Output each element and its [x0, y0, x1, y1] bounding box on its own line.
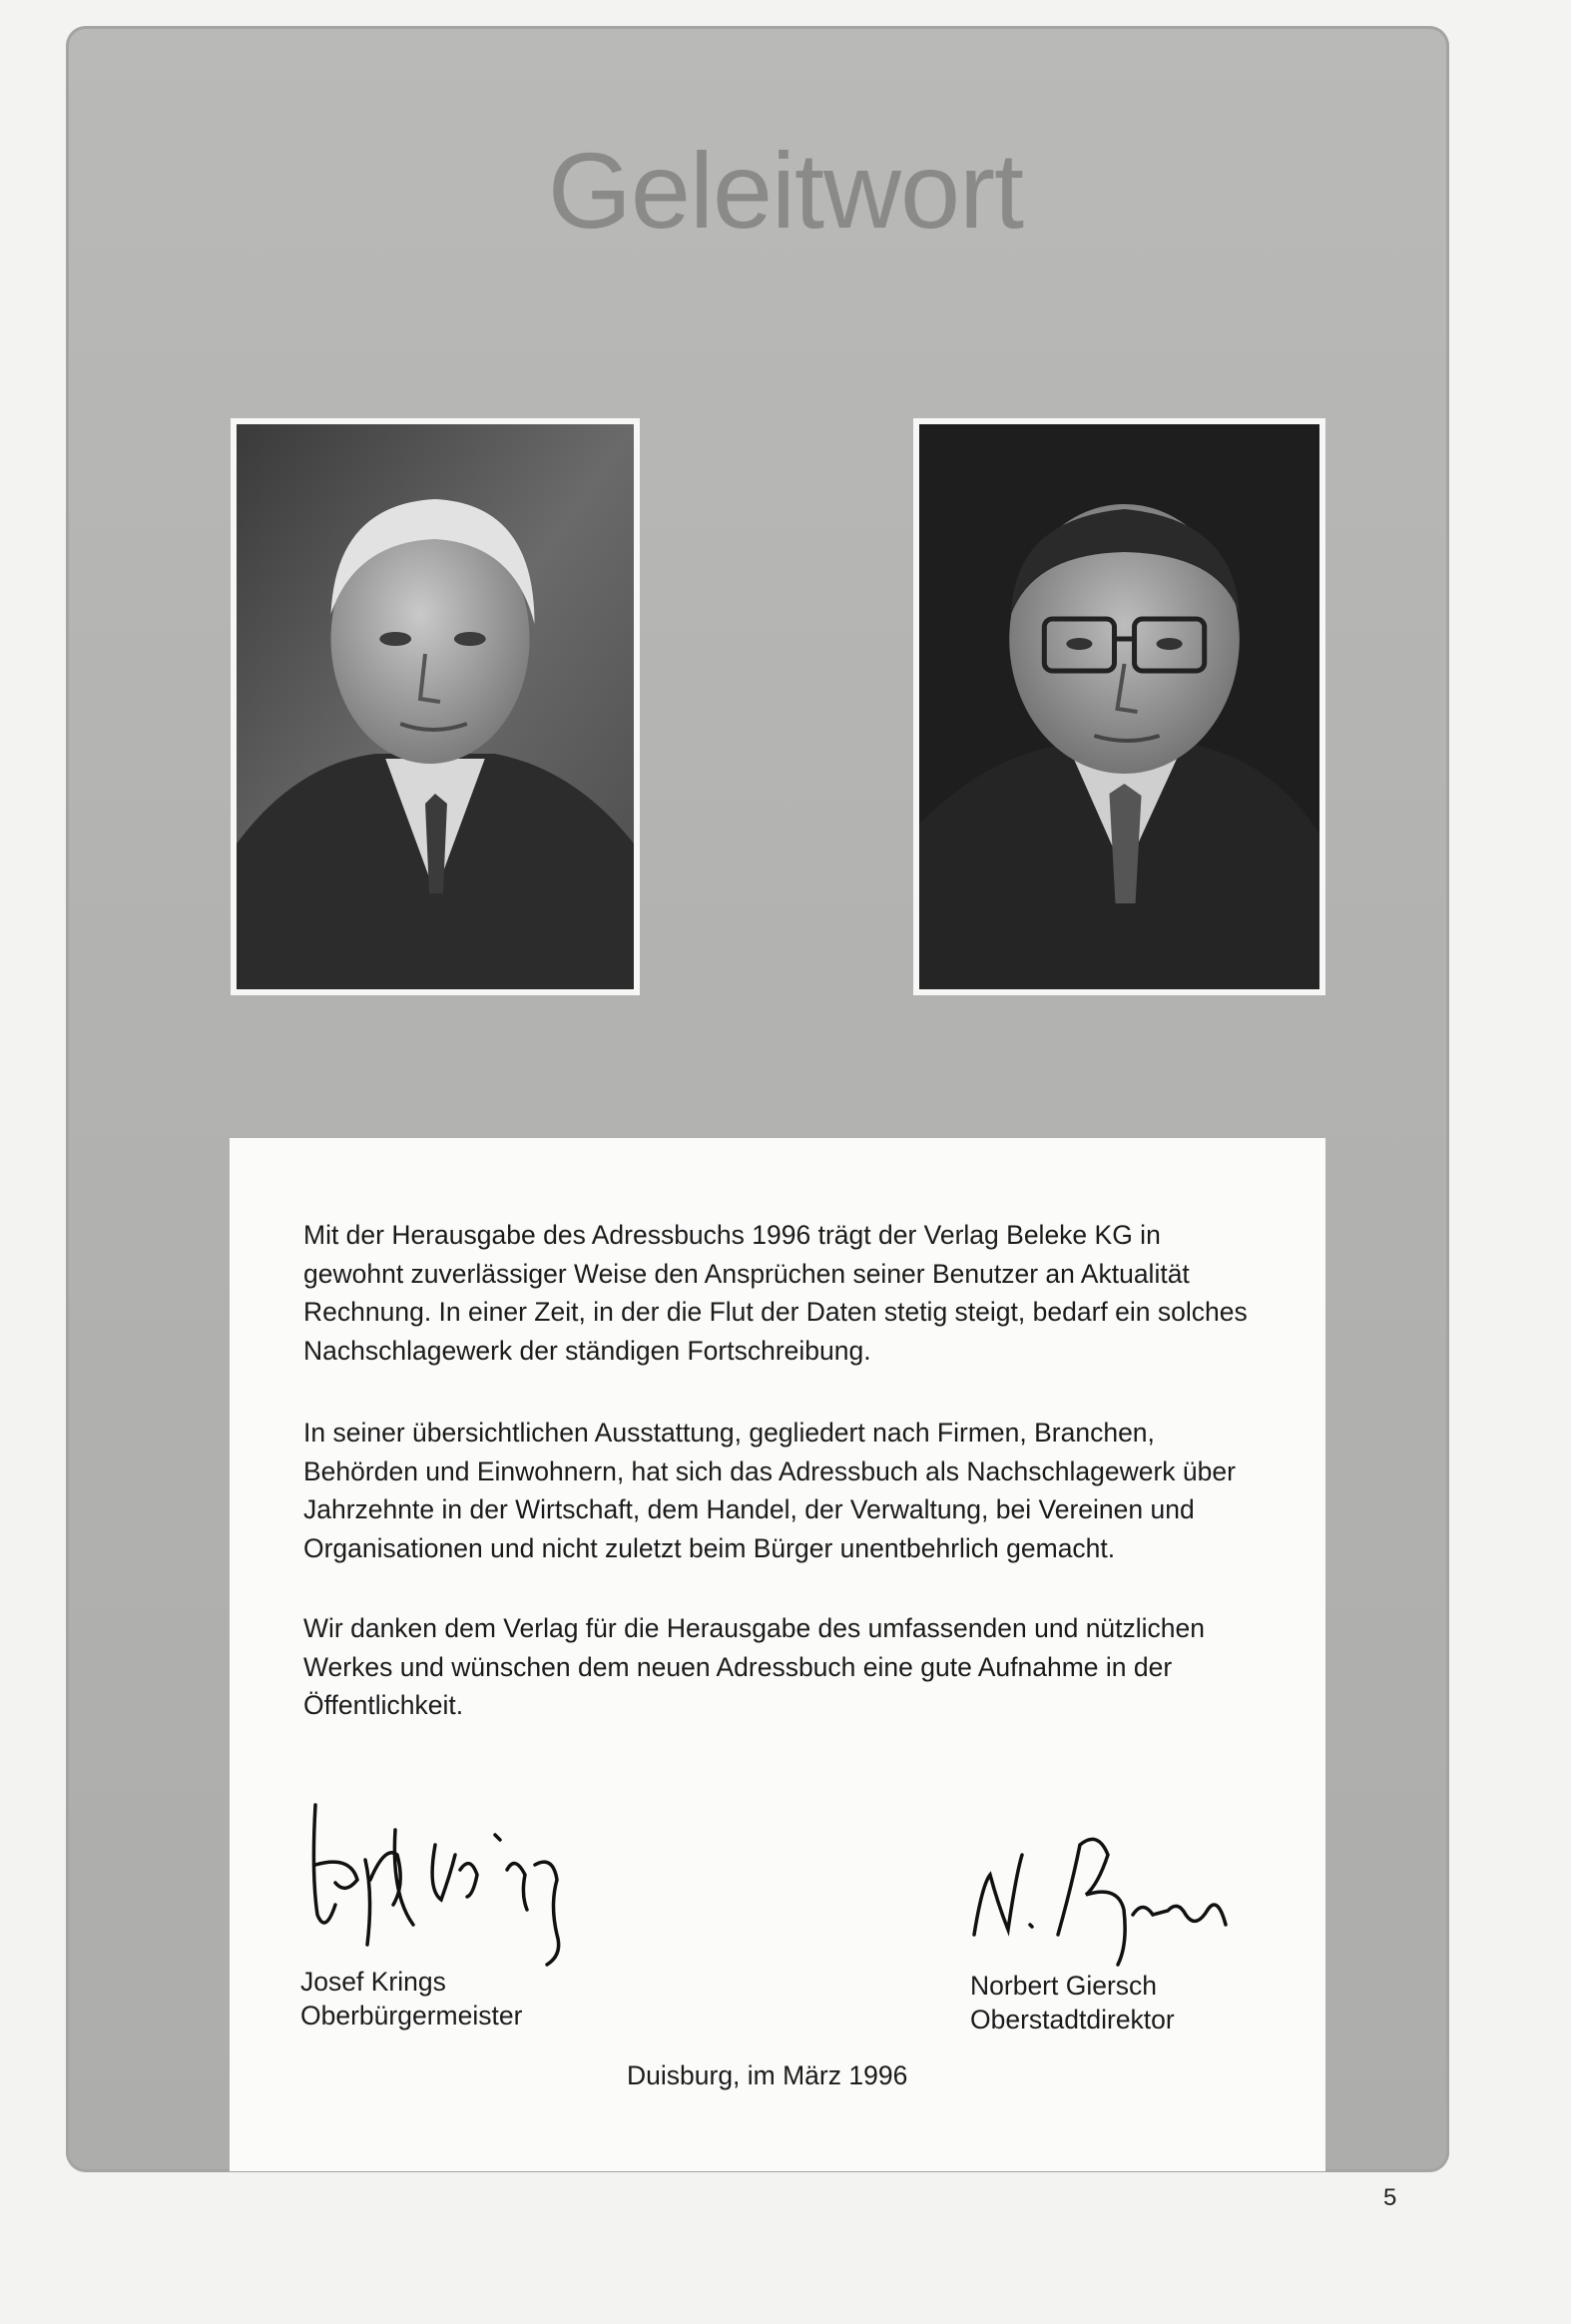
signer-role: Oberbürgermeister: [300, 2001, 523, 2031]
signer-role: Oberstadtdirektor: [970, 2005, 1175, 2034]
signer-name: Josef Krings: [300, 1967, 446, 1997]
place-date: Duisburg, im März 1996: [627, 2060, 908, 2090]
signer-right: [970, 1969, 1175, 2036]
portrait-photo-left: [231, 418, 640, 995]
portrait-photo-icon: [237, 424, 634, 989]
signature-right-icon: [968, 1815, 1228, 1975]
page-number: 5: [1383, 2184, 1397, 2211]
paragraph-1: Mit der Herausgabe des Adressbuchs 1996 trägt der Verlag Beleke KG in gewohnt zuverlässiger Weise den Ansprüchen seiner Benutzer an Aktualität Rechnung. In einer Zeit, in der die Flut der Daten stetig steigt, bedarf ein solches Nachschlagewerk der ständigen Fortschreibung.: [303, 1220, 1248, 1366]
portrait-photo-icon: [919, 424, 1319, 989]
signature-left-icon: [295, 1785, 595, 1985]
portrait-photo-right: [913, 418, 1325, 995]
signer-left: [300, 1965, 522, 2033]
signer-name: Norbert Giersch: [970, 1971, 1158, 2001]
paragraph-3: Wir danken dem Verlag für die Herausgabe des umfassenden und nützlichen Werkes und wünschen dem neuen Adressbuch eine gute Aufnahme in der Öffentlichkeit.: [303, 1613, 1206, 1720]
paragraph-2: In seiner übersichtlichen Ausstattung, gegliedert nach Firmen, Branchen, Behörden und Einwohnern, hat sich das Adressbuch als Nachschlagewerk über Jahrzehnte in der Wirtschaft, dem Handel, der Verwaltung, bei Vereinen und Organisationen und nicht zuletzt beim Bürger unentbehrlich gemacht.: [303, 1418, 1236, 1563]
page-title: Geleitwort: [547, 130, 1024, 251]
